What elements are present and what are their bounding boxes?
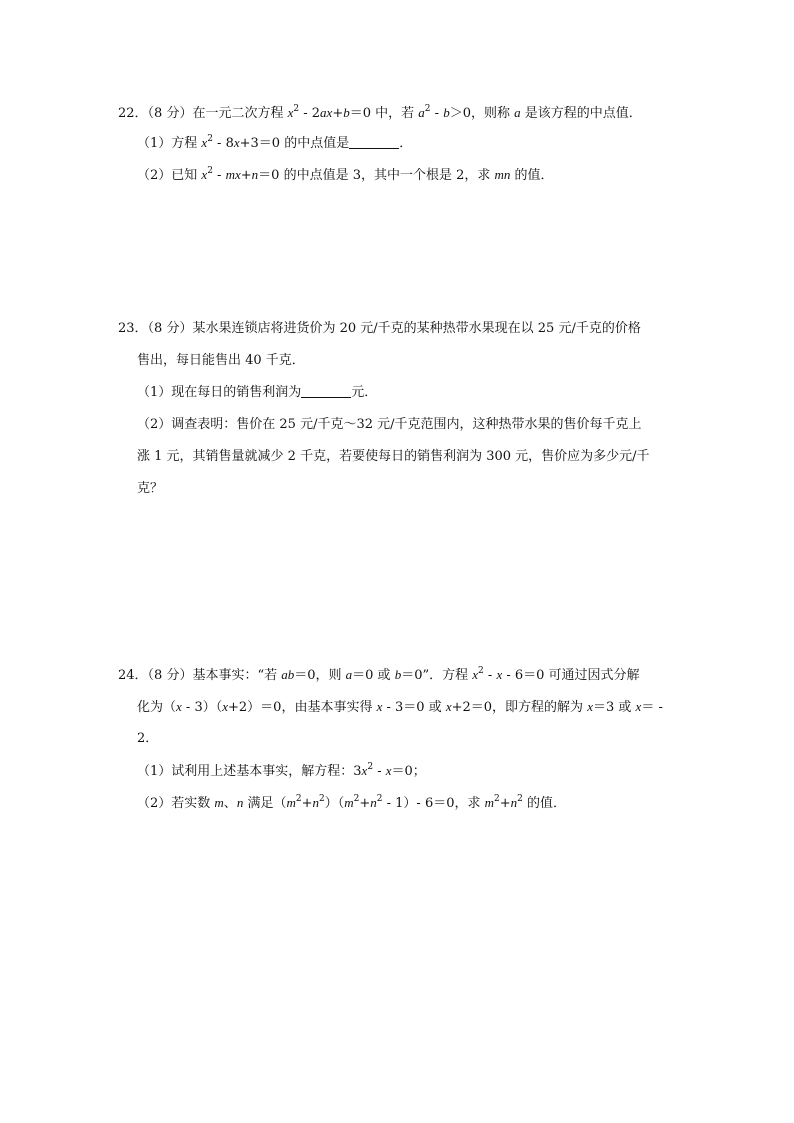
var: n xyxy=(312,795,319,810)
problem-24-line-3 xyxy=(137,729,158,749)
text: - xyxy=(430,106,444,121)
var: x xyxy=(361,763,368,778)
var: b xyxy=(394,667,402,682)
problem-24-q1 xyxy=(137,761,426,782)
text: ＝0”．方程 xyxy=(401,668,473,683)
var: m xyxy=(214,795,224,810)
answer-blank[interactable] xyxy=(301,383,351,398)
problem-22-q1 xyxy=(137,133,412,154)
text: ＝3 或 xyxy=(592,700,636,715)
var: a xyxy=(514,105,521,120)
text: （2）调查表明：售价在 25 元/千克～32 元/千克范围内，这种热带水果的售价每千克上 xyxy=(137,417,642,432)
var: n xyxy=(370,795,377,810)
text: - 3＝0 或 xyxy=(382,700,446,715)
text: 满足（ xyxy=(243,796,287,811)
text: - 1）- 6＝0，求 xyxy=(382,796,485,811)
text: + xyxy=(332,106,344,121)
problem-23-stem-line-1 xyxy=(118,319,641,339)
text: 元． xyxy=(351,385,378,400)
var: x xyxy=(385,763,392,778)
problem-23-q1 xyxy=(137,383,377,403)
text: - 2 xyxy=(299,106,321,121)
text: （1）试利用上述基本事实，解方程：3 xyxy=(137,764,362,779)
text: （2）若实数 xyxy=(137,796,215,811)
var: b xyxy=(443,105,450,120)
var: a xyxy=(345,667,353,682)
problem-23-q2-line-3 xyxy=(137,479,163,499)
var: m xyxy=(344,795,354,810)
problem-23-stem-line-2 xyxy=(137,351,305,371)
text: + xyxy=(499,796,511,811)
problem-number: 24．（8 分） xyxy=(118,668,193,683)
var: x xyxy=(587,699,593,714)
text: +2）＝0，由基本事实得 xyxy=(228,700,377,715)
text: 化为（ xyxy=(137,700,177,715)
exponent: 2 xyxy=(353,794,360,804)
problem-24-q2 xyxy=(137,793,566,814)
var: n xyxy=(236,795,244,810)
answer-blank[interactable] xyxy=(349,134,399,149)
exponent: 2 xyxy=(295,794,302,804)
text: + xyxy=(359,796,371,811)
text: 的值． xyxy=(510,168,554,183)
text: 在一元二次方程 xyxy=(192,106,288,121)
text: ＝0； xyxy=(391,764,426,779)
text: - 3）（ xyxy=(181,700,223,715)
exponent: 2 xyxy=(207,134,213,144)
problem-number: 23．（8 分） xyxy=(118,321,193,336)
var: n xyxy=(251,167,259,182)
var: ab xyxy=(281,667,295,682)
problem-22-stem xyxy=(118,103,642,124)
text: 涨 1 元，其销售量就减少 2 千克，若要使每日的销售利润为 300 元，售价应为多少元/千 xyxy=(137,449,650,464)
var: b xyxy=(343,105,350,120)
text: ）（ xyxy=(324,796,345,811)
text: - 6＝0 可通过因式分解 xyxy=(502,668,640,683)
text: 的值． xyxy=(522,796,567,811)
text: ＝ - xyxy=(641,700,663,715)
text: + xyxy=(301,796,313,811)
text: ＝0 的中点值是 3，其中一个根是 2，求 xyxy=(258,168,495,183)
problem-24-line-2 xyxy=(137,697,663,718)
problem-23-q2-line-2 xyxy=(137,447,650,467)
text: - xyxy=(373,764,386,779)
var: n xyxy=(510,795,518,810)
var: x xyxy=(222,699,229,714)
var: x xyxy=(635,699,642,714)
text: 某水果连锁店将进货价为 20 元/千克的某种热带水果现在以 25 元/千克的价格 xyxy=(192,321,641,336)
exponent: 2 xyxy=(424,104,431,114)
var: mn xyxy=(494,167,511,182)
var: x xyxy=(376,699,383,714)
text: 基本事实：“若 xyxy=(192,668,282,683)
text: 是该方程的中点值． xyxy=(520,106,642,121)
text: （1）方程 xyxy=(137,136,202,151)
text: 2． xyxy=(137,731,159,746)
exponent: 2 xyxy=(367,762,374,772)
text: + xyxy=(240,168,252,183)
text: ． xyxy=(399,136,413,151)
var: mx xyxy=(225,167,241,182)
text: - 8 xyxy=(212,136,234,151)
exponent: 2 xyxy=(517,794,523,804)
var: m xyxy=(286,795,296,810)
problem-22-q2 xyxy=(137,165,554,186)
text: +3＝0 的中点值是 xyxy=(239,136,350,151)
var: x xyxy=(496,667,503,682)
var: x xyxy=(201,167,208,182)
var: x xyxy=(233,135,240,150)
text: （2）已知 xyxy=(137,168,202,183)
text: ＞0，则称 xyxy=(449,106,515,121)
text: 克？ xyxy=(137,481,164,496)
var: ax xyxy=(320,105,333,120)
exponent: 2 xyxy=(376,794,383,804)
text: 、 xyxy=(223,796,237,811)
text: - xyxy=(212,168,226,183)
var: x xyxy=(201,135,208,150)
var: x xyxy=(287,105,294,120)
exponent: 2 xyxy=(293,104,300,114)
text: ＝0，则 xyxy=(294,668,346,683)
problem-23-q2-line-1 xyxy=(137,415,642,435)
text: （1）现在每日的销售利润为 xyxy=(137,385,302,400)
exponent: 2 xyxy=(494,794,500,804)
var: a xyxy=(418,105,425,120)
exponent: 2 xyxy=(478,666,484,676)
text: +2＝0，即方程的解为 xyxy=(451,700,588,715)
text: ＝0 中，若 xyxy=(349,106,419,121)
problem-24-line-1 xyxy=(118,665,640,686)
problem-number: 22．（8 分） xyxy=(118,106,193,121)
text: ＝0 或 xyxy=(352,668,395,683)
exponent: 2 xyxy=(318,794,325,804)
text: 售出，每日能售出 40 千克． xyxy=(137,353,305,368)
text: - xyxy=(483,668,497,683)
exponent: 2 xyxy=(207,166,213,176)
var: x xyxy=(176,699,182,714)
var: x xyxy=(445,699,452,714)
var: x xyxy=(472,667,479,682)
var: m xyxy=(484,795,495,810)
